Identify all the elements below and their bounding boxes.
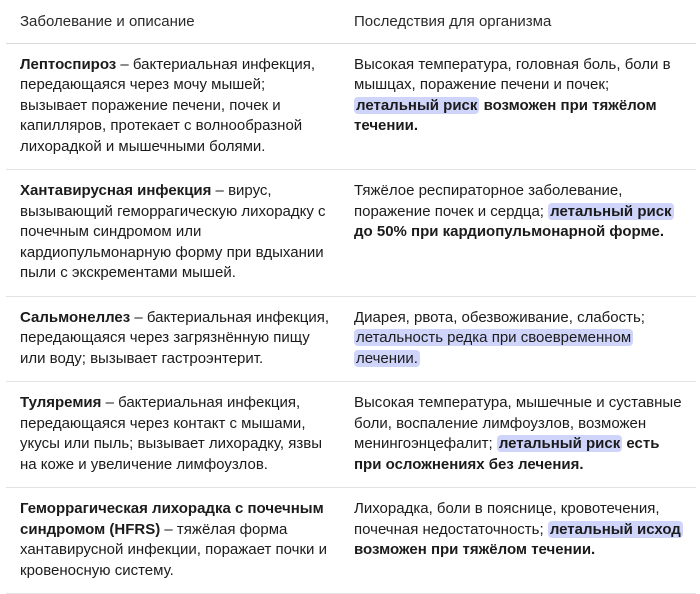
disease-name: Сальмонеллез (20, 308, 131, 326)
consequence-bold: есть при осложнениях без лечения. (354, 435, 660, 473)
consequence-bold: возможен при тяжёлом течении. (354, 96, 657, 134)
header-disease: Заболевание и описание (6, 0, 342, 43)
disease-description: – вирус, вызывающий геморрагическую лихорадку с почечным синдромом или кардиопульмонарную форму при вдыхании пыли с экскрементами мышей. (20, 182, 326, 281)
highlighted-text: летальность редка при своевременном лечении. (356, 329, 632, 367)
table-row (6, 488, 696, 594)
consequence-cell (342, 382, 696, 488)
disease-description: – бактериальная инфекция, передающаяся через загрязнённую пищу или воду; вызывает гастроэнтерит. (20, 308, 329, 367)
disease-name: Туляремия (20, 394, 102, 411)
table-row (6, 43, 696, 170)
consequence-text: Диарея, рвота, обезвоживание, слабость; (354, 308, 645, 326)
consequence-cell (342, 170, 696, 297)
highlighted-text: летальный исход (549, 520, 681, 538)
disease-description: – бактериальная инфекция, передающаяся через контакт с мышами, укусы или пыль; вызывает лихорадку, язвы на коже и увеличение лимфоузлов. (20, 394, 322, 473)
disease-description: – тяжёлая форма хантавирусной инфекции, поражает почки и кровеносную систему. (20, 520, 327, 579)
disease-cell (6, 43, 342, 170)
disease-cell (6, 296, 342, 382)
diseases-table (6, 0, 696, 594)
disease-cell (6, 382, 342, 488)
consequence-bold: возможен при тяжёлом течении. (354, 541, 596, 558)
consequence-cell (342, 488, 696, 594)
highlighted-text: летальный риск (356, 96, 478, 114)
consequence-cell (342, 43, 696, 170)
disease-cell (6, 170, 342, 297)
disease-name: Лептоспироз (20, 55, 117, 73)
disease-name: Геморрагическая лихорадка с почечным синдромом (HFRS) (20, 500, 324, 538)
consequence-text: Высокая температура, головная боль, боли в мышцах, поражение печени и почек; (354, 55, 671, 93)
highlighted-text: летальный риск (550, 202, 672, 220)
table-row (6, 170, 696, 297)
consequence-text: Лихорадка, боли в пояснице, кровотечения, почечная недостаточность; (354, 500, 660, 538)
table-row (6, 296, 696, 382)
header-consequences: Последствия для организма (342, 0, 696, 43)
table-header-row (6, 0, 696, 43)
disease-description: – бактериальная инфекция, передающаяся через мочу мышей; вызывает поражение печени, почек и капилляров, протекает с волнообразной лихорадкой и мышечными болями. (20, 55, 316, 155)
consequence-cell (342, 296, 696, 382)
consequence-text: Высокая температура, мышечные и суставные боли, воспаление лимфоузлов, возможен менингоэнцефалит; (354, 394, 682, 452)
table-row (6, 382, 696, 488)
consequence-bold: до 50% при кардиопульмонарной форме. (354, 223, 665, 240)
highlighted-text: летальный риск (498, 435, 621, 452)
disease-cell (6, 488, 342, 594)
consequence-text: Тяжёлое респираторное заболевание, поражение почек и сердца; (354, 182, 623, 220)
disease-name: Хантавирусная инфекция (20, 182, 212, 199)
